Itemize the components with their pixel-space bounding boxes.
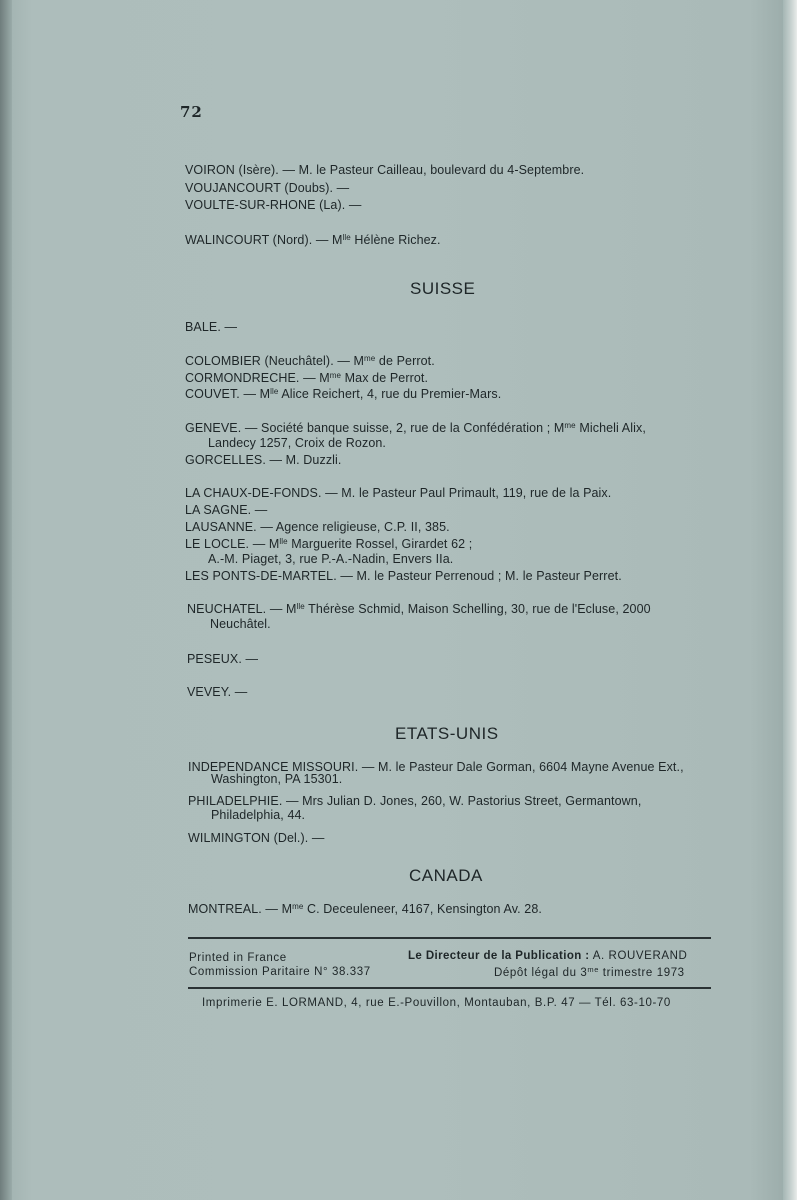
entry-lausanne: LAUSANNE. — Agence religieuse, C.P. II, 385. bbox=[185, 520, 450, 534]
footer-rule-top bbox=[188, 937, 711, 939]
section-heading-suisse: SUISSE bbox=[410, 279, 476, 298]
entry-peseux: PESEUX. — bbox=[187, 652, 259, 666]
entry-philadelphie-cont: Philadelphia, 44. bbox=[211, 808, 306, 822]
page-right-edge bbox=[783, 0, 797, 1200]
entry-colombier: COLOMBIER (Neuchâtel). — $M^{me}$ de Perrot. bbox=[185, 354, 435, 368]
entry-gorcelles: GORCELLES. — M. Duzzli. bbox=[185, 453, 342, 467]
entry-neuchatel-cont: Neuchâtel. bbox=[210, 617, 271, 631]
entry-couvet: COUVET. — $M^{lle}$ Alice Reichert, 4, rue du Premier-Mars. bbox=[185, 387, 502, 401]
entry-voiron: VOIRON (Isère). — M. le Pasteur Cailleau, boulevard du 4-Septembre. bbox=[185, 163, 585, 177]
entry-neuchatel: NEUCHATEL. — $M^{lle}$ Thérèse Schmid, Maison Schelling, 30, rue de l'Ecluse, 2000 bbox=[187, 602, 651, 616]
footer-depot: Dépôt légal du $3^{me}$ trimestre 1973 bbox=[494, 965, 685, 979]
entry-voujancourt: VOUJANCOURT (Doubs). — bbox=[185, 181, 350, 195]
entry-voulte: VOULTE-SUR-RHONE (La). — bbox=[185, 198, 362, 212]
entry-vevey: VEVEY. — bbox=[187, 685, 248, 699]
entry-independance: INDEPENDANCE MISSOURI. — M. le Pasteur Dale Gorman, 6604 Mayne Avenue Ext., bbox=[188, 760, 684, 774]
entry-le-locle-cont: A.-M. Piaget, 3, rue P.-A.-Nadin, Envers IIa. bbox=[208, 552, 454, 566]
entry-les-ponts: LES PONTS-DE-MARTEL. — M. le Pasteur Perrenoud ; M. le Pasteur Perret. bbox=[185, 569, 622, 583]
entry-la-sagne: LA SAGNE. — bbox=[185, 503, 268, 517]
entry-geneve-cont: Landecy 1257, Croix de Rozon. bbox=[208, 436, 387, 450]
page-binding-edge bbox=[0, 0, 12, 1200]
entry-wilmington: WILMINGTON (Del.). — bbox=[188, 831, 325, 845]
entry-philadelphie: PHILADELPHIE. — Mrs Julian D. Jones, 260, W. Pastorius Street, Germantown, bbox=[188, 794, 642, 808]
footer-printed: Printed in France bbox=[189, 952, 287, 964]
section-heading-etats-unis: ETATS-UNIS bbox=[395, 724, 499, 743]
entry-chaux-de-fonds: LA CHAUX-DE-FONDS. — M. le Pasteur Paul Primault, 119, rue de la Paix. bbox=[185, 486, 612, 500]
entry-montreal: MONTREAL. — $M^{me}$ C. Deceuleneer, 4167, Kensington Av. 28. bbox=[188, 902, 542, 916]
page-number: 72 bbox=[180, 103, 203, 121]
entry-geneve: GENEVE. — Société banque suisse, 2, rue de la Confédération ; $M^{me}$ Micheli Alix, bbox=[185, 421, 646, 435]
section-heading-canada: CANADA bbox=[409, 866, 483, 885]
footer-commission: Commission Paritaire N° 38.337 bbox=[189, 966, 371, 978]
entry-cormondreche: CORMONDRECHE. — $M^{me}$ Max de Perrot. bbox=[185, 371, 429, 385]
entry-independance-cont: Washington, PA 15301. bbox=[211, 772, 343, 786]
entry-le-locle: LE LOCLE. — $M^{lle}$ Marguerite Rossel, Girardet 62 ; bbox=[185, 537, 473, 551]
entry-bale: BALE. — bbox=[185, 320, 238, 334]
footer-rule-bottom bbox=[188, 987, 711, 989]
footer-directeur: Le Directeur de la Publication : A. ROUVERAND bbox=[408, 950, 688, 962]
entry-walincourt: WALINCOURT (Nord). — $M^{lle}$ Hélène Richez. bbox=[185, 233, 441, 247]
footer-imprimerie: Imprimerie E. LORMAND, 4, rue E.-Pouvillon, Montauban, B.P. 47 — Tél. 63-10-70 bbox=[202, 997, 671, 1009]
